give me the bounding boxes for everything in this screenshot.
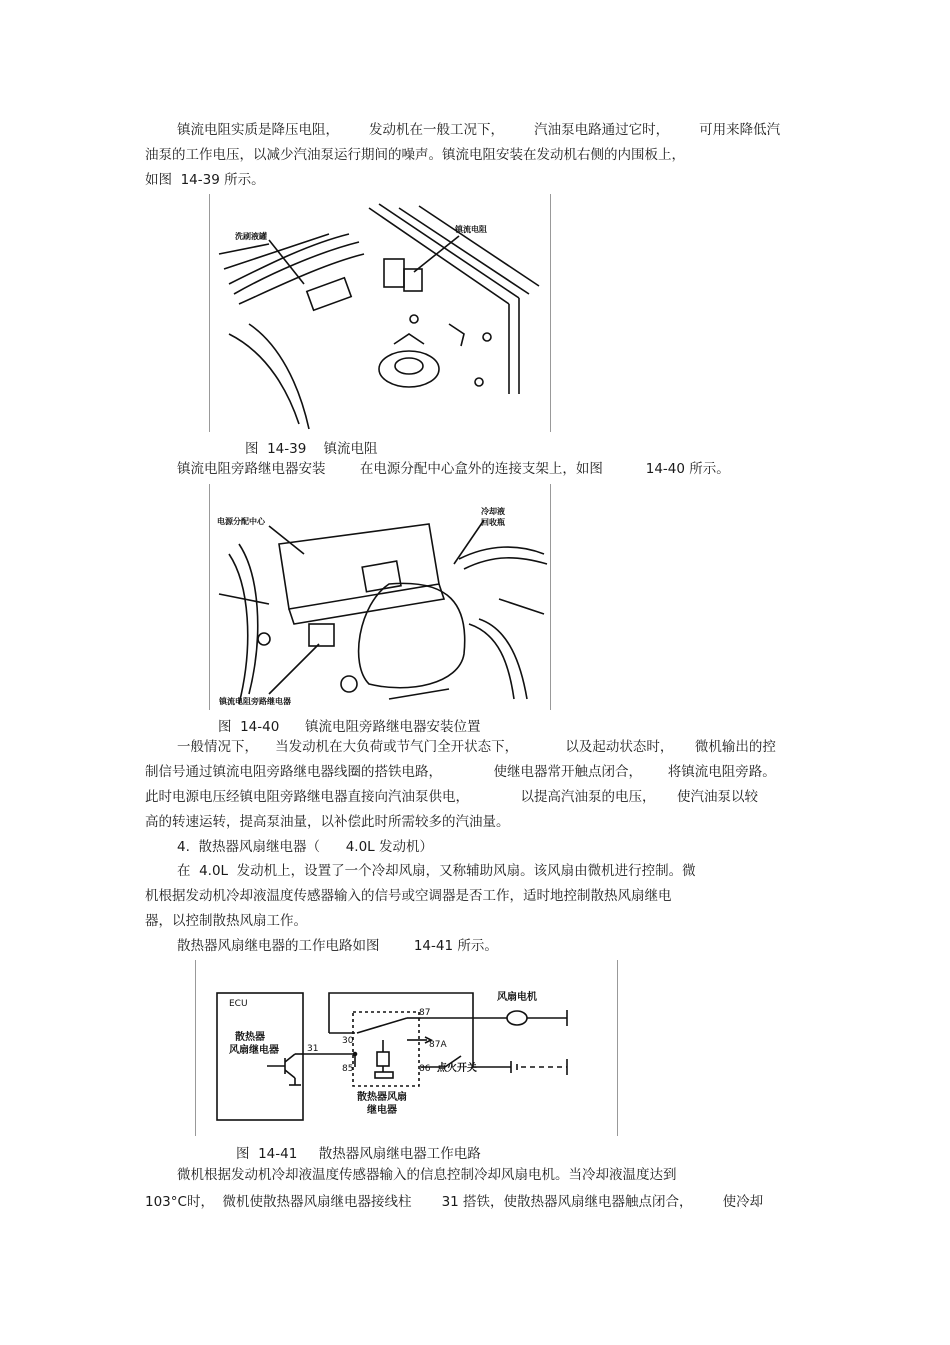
paragraph-1-line-2: 油泵的工作电压，以减少汽油泵运行期间的噪声。镇流电阻安装在发动机右侧的内围板上，: [145, 147, 685, 163]
figure-14-39-drawing: [209, 194, 551, 432]
figure-14-41-caption: 图 14-41 散热器风扇继电器工作电路: [236, 1146, 481, 1162]
paragraph-1-line-1: 镇流电阻实质是降压电阻， 发动机在一般工况下， 汽油泵电路通过它时， 可用来降低汽: [177, 122, 781, 138]
figure-14-41-pin-87a: 87A: [429, 1040, 447, 1050]
figure-14-41-pin-87: 87: [419, 1008, 431, 1018]
figure-14-40-caption: 图 14-40 镇流电阻旁路继电器安装位置: [218, 719, 481, 735]
paragraph-4-line-1: 在 4.0L 发动机上，设置了一个冷却风扇，又称辅助风扇。该风扇由微机进行控制。微: [177, 863, 696, 879]
figure-14-41-label-relay-1: 散热器风扇: [357, 1092, 407, 1103]
paragraph-2-line-1: 镇流电阻旁路继电器安装 在电源分配中心盒外的连接支架上，如图 14-40 所示。: [177, 461, 730, 477]
figure-14-41: [195, 960, 618, 1136]
figure-14-41-label-fan-motor: 风扇电机: [497, 992, 537, 1003]
paragraph-4-line-3: 器，以控制散热风扇工作。: [145, 913, 307, 929]
paragraph-6-line-2: 103°C时， 微机使散热器风扇继电器接线柱 31 搭铁，使散热器风扇继电器触点闭合， 使冷却: [145, 1194, 764, 1210]
paragraph-3-line-1: 一般情况下， 当发动机在大负荷或节气门全开状态下， 以及起动状态时， 微机输出的控: [177, 739, 776, 755]
figure-14-40-label-relay: 镇流电阻旁路继电器: [219, 697, 291, 706]
paragraph-5-line-1: 散热器风扇继电器的工作电路如图 14-41 所示。: [177, 938, 498, 954]
figure-14-41-circuit: [195, 960, 618, 1136]
figure-14-40: [209, 484, 551, 710]
figure-14-41-label-ecu-relay-2: 风扇继电器: [229, 1045, 279, 1056]
paragraph-3-line-2: 制信号通过镇流电阻旁路继电器线圈的搭铁电路， 使继电器常开触点闭合， 将镇流电阻旁路。: [145, 764, 776, 780]
figure-14-39-label-washer: 洗刷液罐: [235, 232, 267, 241]
figure-14-39-label-resistor: 镇流电阻: [455, 225, 487, 234]
figure-14-39-caption: 图 14-39 镇流电阻: [245, 441, 378, 457]
section-4-heading: 4. 散热器风扇继电器（ 4.0L 发动机）: [177, 839, 433, 855]
figure-14-41-pin-30: 30: [342, 1036, 354, 1046]
figure-14-40-label-coolant-2: 回收瓶: [481, 518, 505, 527]
figure-14-40-label-pdc: 电源分配中心: [217, 517, 265, 526]
paragraph-4-line-2: 机根据发动机冷却液温度传感器输入的信号或空调器是否工作，适时地控制散热风扇继电: [145, 888, 672, 904]
figure-14-41-label-ecu-relay-1: 散热器: [235, 1032, 265, 1043]
figure-14-40-drawing: [209, 484, 551, 710]
paragraph-6-line-1: 微机根据发动机冷却液温度传感器输入的信息控制冷却风扇电机。当冷却液温度达到: [177, 1167, 677, 1183]
figure-14-41-label-relay-2: 继电器: [367, 1105, 397, 1116]
figure-14-40-label-coolant-1: 冷却液: [481, 507, 505, 516]
paragraph-3-line-4: 高的转速运转，提高泵油量，以补偿此时所需较多的汽油量。: [145, 814, 510, 830]
paragraph-1-line-3: 如图 14-39 所示。: [145, 172, 265, 188]
figure-14-39: [209, 194, 551, 432]
figure-14-41-label-ignition: 点火开关: [437, 1063, 477, 1074]
paragraph-3-line-3: 此时电源电压经镇电阻旁路继电器直接向汽油泵供电， 以提高汽油泵的电压， 使汽油泵以较: [145, 789, 758, 805]
figure-14-41-pin-85: 85: [342, 1064, 354, 1074]
figure-14-41-label-ecu: ECU: [229, 999, 248, 1009]
figure-14-41-pin-31: 31: [307, 1044, 319, 1054]
figure-14-41-pin-86: 86: [419, 1064, 431, 1074]
